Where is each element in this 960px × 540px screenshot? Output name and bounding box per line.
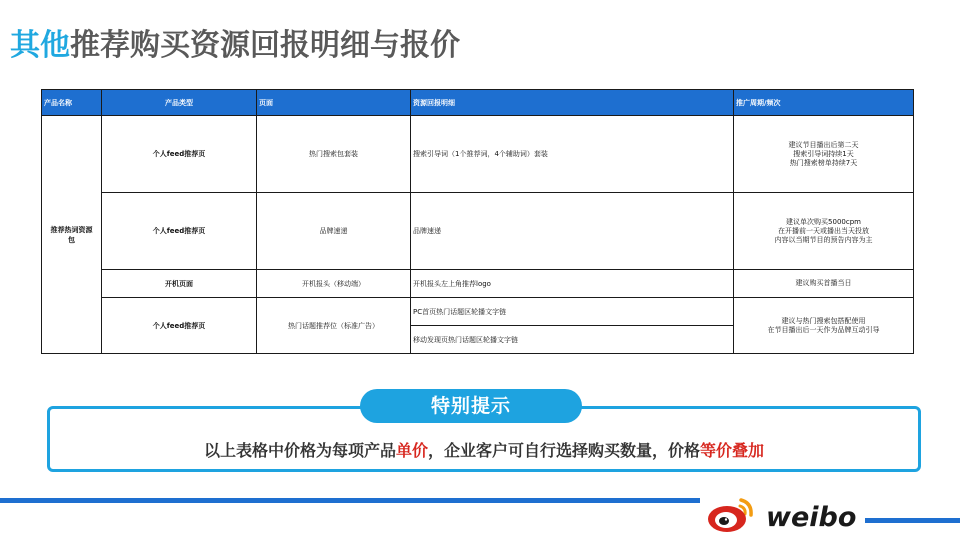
note-text-part: 以上表格中价格为每项产品 [203,441,396,460]
footer-bar-left [0,498,700,503]
title-rest: 推荐购买资源回报明细与报价 [70,28,460,63]
cycle-line: 建议单次购买5000cpm [786,217,861,226]
type-cell: 个人feed推荐页 [102,298,257,354]
cycle-line: 建议节目播出后第二天 [788,140,859,149]
detail-cell: 搜索引导词（1个推荐词，4个辅助词）套装 [411,116,734,193]
header-cycle: 推广周期/频次 [734,90,914,116]
page-cell: 品牌速递 [257,193,411,270]
table-header-row [42,90,914,116]
cycle-line: 内容以当期节目的预告内容为主 [774,235,873,244]
table-row [42,193,914,270]
note-text [0,438,960,461]
page-cell: 热门话题推荐位（标准广告） [257,298,411,354]
type-cell: 个人feed推荐页 [102,193,257,270]
detail-cell: PC首页热门话题区轮播文字链 [411,298,734,326]
cycle-cell [734,298,914,354]
logo-text: weibo [766,502,857,533]
detail-cell: 品牌速递 [411,193,734,270]
note-text-part: ，企业客户可自行选择购买数量，价格 [428,441,701,460]
product-name-cell: 推荐热词资源包 [42,116,102,354]
page-title [10,20,460,64]
footer-bar-right [865,518,960,523]
cycle-cell [734,116,914,193]
detail-cell: 开机报头左上角推荐logo [411,270,734,298]
cycle-line: 在节目播出后一天作为品牌互动引导 [767,325,880,334]
cycle-line: 热门搜索榜单持续7天 [789,158,858,167]
header-product-type: 产品类型 [102,90,257,116]
page-cell: 开机报头（移动端） [257,270,411,298]
note-label: 特别提示 [360,389,582,423]
note-highlight: 等价叠加 [700,441,765,460]
pricing-table [41,89,914,354]
header-page: 页面 [257,90,411,116]
table-row [42,298,914,326]
cycle-line: 在开播前一天或播出当天投放 [778,226,869,235]
table-row [42,116,914,193]
cycle-line: 建议与热门搜索包搭配使用 [781,316,866,325]
detail-cell: 移动发现页热门话题区轮播文字链 [411,326,734,354]
type-cell: 开机页面 [102,270,257,298]
cycle-line: 搜索引导词持续1天 [793,149,854,158]
cycle-cell: 建议购买首播当日 [734,270,914,298]
note-highlight: 单价 [395,441,428,460]
header-detail: 资源回报明细 [411,90,734,116]
type-cell: 个人feed推荐页 [102,116,257,193]
header-product-name: 产品名称 [42,90,102,116]
cycle-cell [734,193,914,270]
table-row [42,270,914,298]
title-accent: 其他 [10,28,70,63]
page-cell: 热门搜索包套装 [257,116,411,193]
